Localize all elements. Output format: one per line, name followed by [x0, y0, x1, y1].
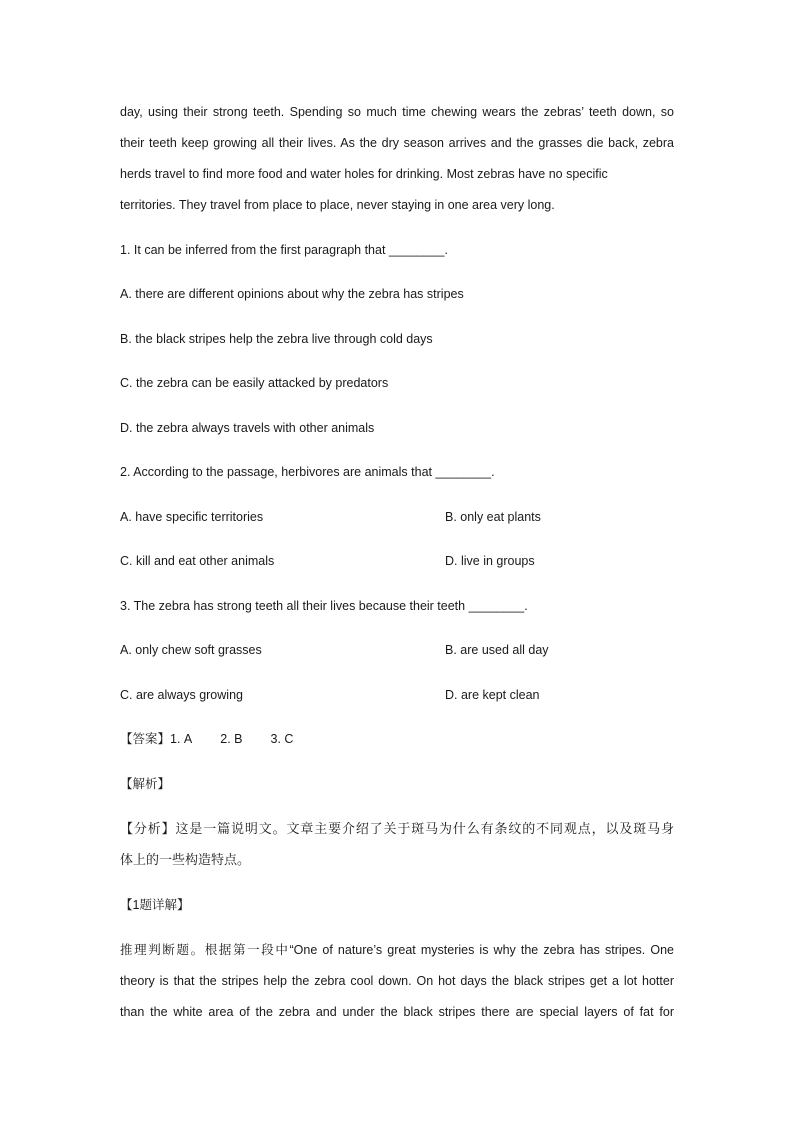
answer-option: C. are always growing	[120, 688, 243, 702]
detail-line: theory is that the stripes help the zebra cool down. On hot days the black stripes get a lot hotter	[120, 974, 674, 988]
question-stem: 3. The zebra has strong teeth all their lives because their teeth ________.	[120, 599, 528, 613]
answer-item: 3. C	[270, 732, 294, 746]
passage-line: their teeth keep growing all their lives. As the dry season arrives and the grasses die back, zebra	[120, 136, 674, 150]
answer-option: D. are kept clean	[445, 688, 540, 702]
answer-option: A. have specific territories	[120, 510, 264, 524]
answer-key	[120, 731, 293, 747]
detail-line: than the white area of the zebra and under the black stripes there are special layers of fat for	[120, 1005, 674, 1019]
passage-line: herds travel to find more food and water holes for drinking. Most zebras have no specific	[120, 167, 608, 181]
summary-line: 体上的一些构造特点。	[120, 852, 251, 867]
summary-line: 【分析】这是一篇说明文。文章主要介绍了关于斑马为什么有条纹的不同观点，以及斑马身	[120, 821, 674, 836]
answer-option: B. are used all day	[445, 643, 549, 657]
answer-option: B. only eat plants	[445, 510, 541, 524]
passage-line: day, using their strong teeth. Spending so much time chewing wears the zebras’ teeth down, so	[120, 105, 674, 119]
answer-option: A. there are different opinions about why the zebra has stripes	[120, 287, 464, 301]
answer-option: A. only chew soft grasses	[120, 643, 262, 657]
answer-item: 2. B	[220, 732, 243, 746]
detail-heading: 【1题详解】	[120, 898, 190, 912]
answer-option: C. kill and eat other animals	[120, 554, 275, 568]
answer-label: 【答案】	[120, 732, 171, 746]
answer-option: D. the zebra always travels with other animals	[120, 421, 375, 435]
question-stem: 2. According to the passage, herbivores are animals that ________.	[120, 465, 495, 479]
analysis-heading: 【解析】	[120, 777, 171, 791]
answer-option: D. live in groups	[445, 554, 535, 568]
question-stem: 1. It can be inferred from the first paragraph that ________.	[120, 243, 448, 257]
answer-option: C. the zebra can be easily attacked by predators	[120, 376, 389, 390]
answer-item: 1. A	[170, 732, 193, 746]
answer-option: B. the black stripes help the zebra live through cold days	[120, 332, 433, 346]
detail-line: 推理判断题。根据第一段中“One of nature’s great mysteries is why the zebra has stripes. One	[120, 943, 674, 957]
passage-line: territories. They travel from place to place, never staying in one area very long.	[120, 198, 555, 212]
